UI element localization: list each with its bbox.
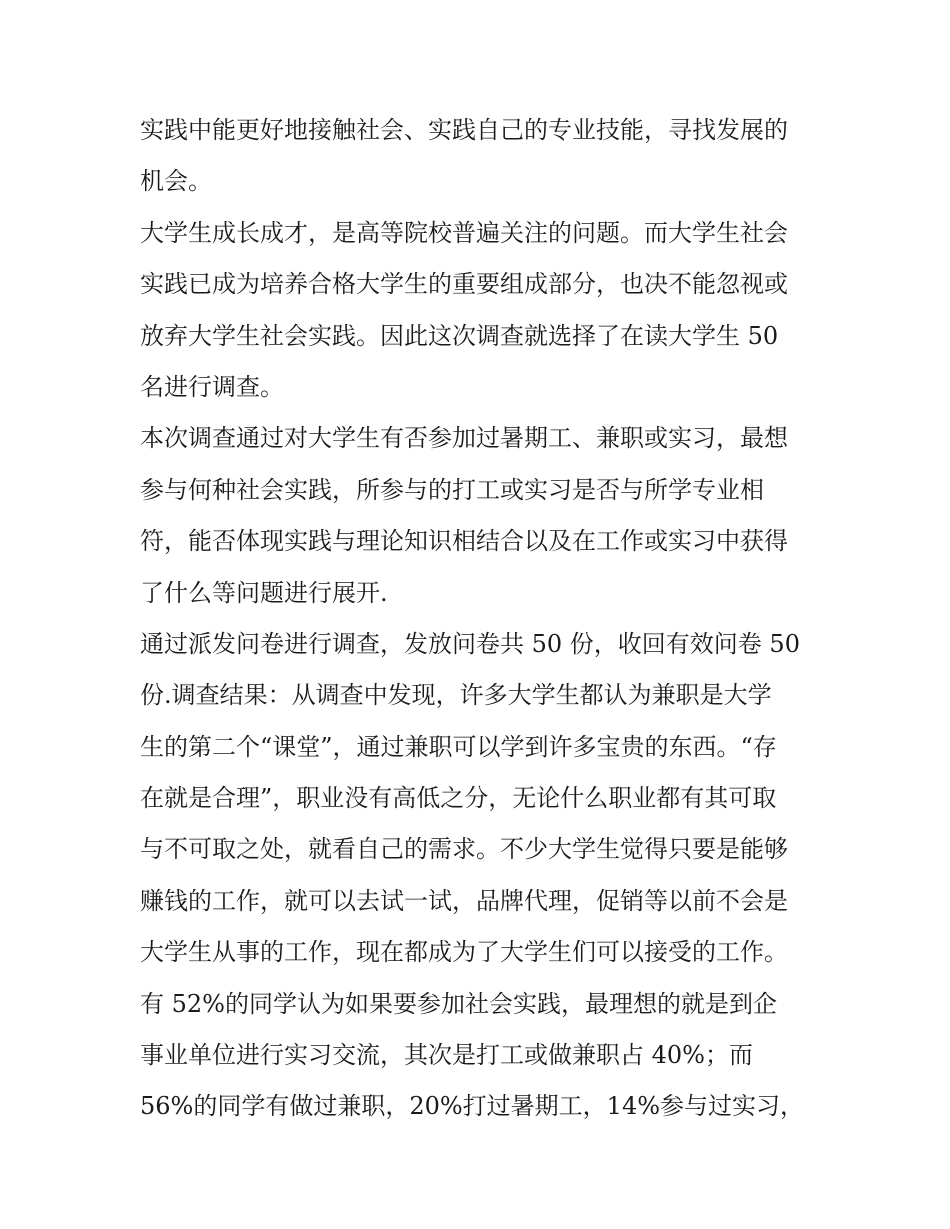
text-line: 在就是合理”，职业没有高低之分，无论什么职业都有其可取 — [140, 784, 777, 813]
text-line: 实践中能更好地接触社会、实践自己的专业技能，寻找发展的 — [140, 116, 788, 144]
text-line: 56%的同学有做过兼职，20%打过暑期工，14%参与过实习， — [140, 1092, 805, 1121]
text-line: 事业单位进行实习交流，其次是打工或做兼职占 40%；而 — [140, 1041, 753, 1070]
text-line: 与不可取之处，就看自己的需求。不少大学生觉得只要是能够 — [140, 835, 788, 864]
text-line: 名进行调查。 — [140, 372, 284, 401]
text-line: 本次调查通过对大学生有否参加过暑期工、兼职或实习，最想 — [140, 424, 788, 453]
text-line: 生的第二个“课堂”，通过兼职可以学到许多宝贵的东西。“存 — [140, 732, 777, 761]
text-line: 赚钱的工作，就可以去试一试，品牌代理，促销等以前不会是 — [140, 886, 788, 915]
text-line: 大学生从事的工作，现在都成为了大学生们可以接受的工作。 — [140, 938, 788, 967]
text-line: 大学生成长成才，是高等院校普遍关注的问题。而大学生社会 — [140, 218, 788, 247]
body-text — [140, 105, 820, 1133]
text-line: 参与何种社会实践，所参与的打工或实习是否与所学专业相 — [140, 475, 764, 504]
text-line: 符，能否体现实践与理论知识相结合以及在工作或实习中获得 — [140, 527, 788, 556]
text-line: 机会。 — [140, 167, 212, 196]
text-line: 了什么等问题进行展开. — [140, 578, 388, 607]
text-line: 份.调查结果：从调查中发现，许多大学生都认为兼职是大学 — [140, 681, 772, 710]
text-line: 实践已成为培养合格大学生的重要组成部分，也决不能忽视或 — [140, 270, 788, 299]
text-line: 放弃大学生社会实践。因此这次调查就选择了在读大学生 50 — [140, 321, 779, 350]
text-line: 通过派发问卷进行调查，发放问卷共 50 份，收回有效问卷 50 — [140, 629, 800, 658]
text-line: 有 52%的同学认为如果要参加社会实践，最理想的就是到企 — [140, 989, 777, 1018]
